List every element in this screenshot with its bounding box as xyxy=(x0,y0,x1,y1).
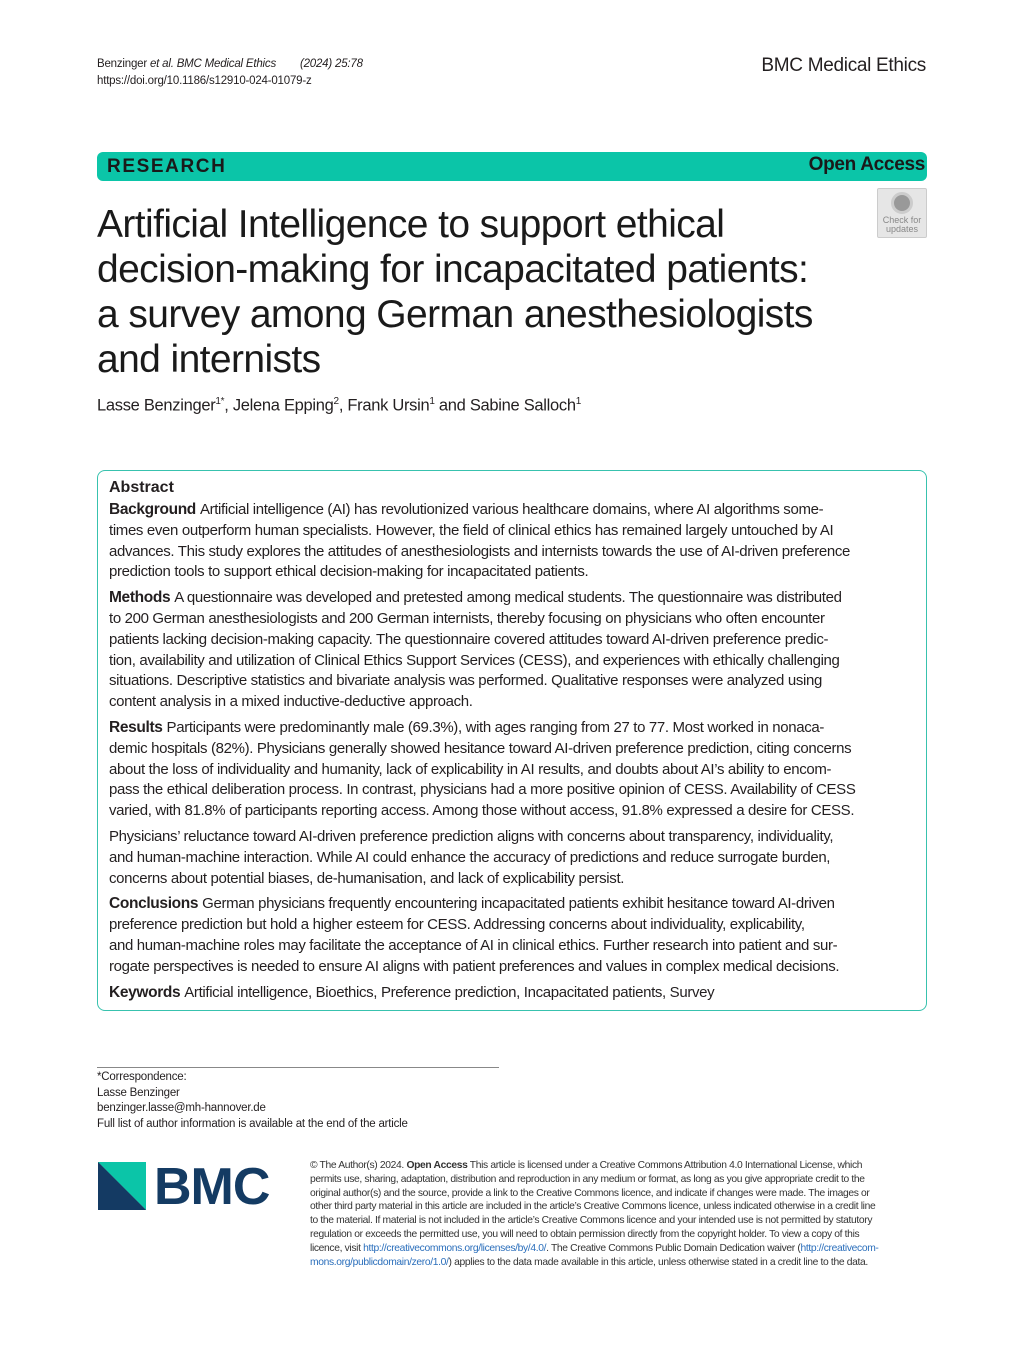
text-line: pass the ethical deliberation process. In contrast, physicians had a more positive opinion of CESS. Availability of CESS xyxy=(109,781,856,799)
text-line: tion, availability and utilization of Clinical Ethics Support Services (CESS), and experiences with ethically challenging xyxy=(109,651,840,669)
text-line: Keywords Artificial intelligence, Bioethics, Preference prediction, Incapacitated patients, Survey xyxy=(109,983,715,1001)
abstract-section xyxy=(109,500,915,583)
bmc-logo xyxy=(98,1160,288,1210)
license-line xyxy=(310,1173,879,1187)
author-affiliation: 1 xyxy=(429,396,435,407)
open-access-label: Open Access xyxy=(808,154,925,175)
section-label: Conclusions xyxy=(109,895,199,913)
license-line xyxy=(310,1159,879,1173)
license-line xyxy=(310,1200,879,1214)
license-text-run: This article is licensed under a Creative Commons Attribution 4.0 International License, which xyxy=(467,1160,863,1171)
abstract-section xyxy=(109,894,915,977)
license-line xyxy=(310,1228,879,1242)
running-header xyxy=(97,56,363,90)
section-label: Methods xyxy=(109,589,171,607)
abstract-section xyxy=(109,718,915,822)
author-name: Frank Ursin xyxy=(347,396,430,415)
text-line: and human-machine interaction. While AI could enhance the accuracy of predictions and reduce surrogate burden, xyxy=(109,848,831,866)
correspondence xyxy=(97,1067,499,1132)
text-line: Results Participants were predominantly male (69.3%), with ages ranging from 27 to 77. Most worked in nonaca- xyxy=(109,718,825,736)
article-type-band xyxy=(97,152,927,181)
license-text-run: . The Creative Commons Public Domain Dedication waiver ( xyxy=(546,1242,801,1254)
license-link[interactable]: http://creativecom- xyxy=(800,1242,879,1254)
text-line: concerns about potential biases, de-humanisation, and lack of explicability persist. xyxy=(109,869,625,887)
doi-link[interactable]: https://doi.org/10.1186/s12910-024-01079-z xyxy=(97,75,312,87)
text-line: varied, with 81.8% of participants reporting access. Among those without access, 91.8% expressed a desire for CESS. xyxy=(109,802,855,820)
abstract-section xyxy=(109,983,915,1004)
license-text-run: © The Author(s) 2024. xyxy=(310,1160,407,1171)
author-affiliation: 1 xyxy=(575,396,581,407)
check-updates-text: Check for xyxy=(882,215,922,225)
license-text-run: permits use, sharing, adaptation, distribution and reproduction in any medium or format, as long as you give appropriate credit to the xyxy=(310,1173,865,1185)
section-label: Keywords xyxy=(109,983,181,1001)
section-label: Results xyxy=(109,718,163,736)
text-line: advances. This study explores the attitudes of anesthesiologists and internists towards the use of AI-driven preference xyxy=(109,542,851,560)
license-link[interactable]: mons.org/publicdomain/zero/1.0/ xyxy=(310,1256,449,1268)
author-info-note: Full list of author information is available at the end of the article xyxy=(97,1117,408,1130)
open-access-bold: Open Access xyxy=(406,1160,468,1171)
license-line xyxy=(310,1214,879,1228)
check-for-updates-button[interactable] xyxy=(877,188,927,238)
text-line: situations. Descriptive statistics and bivariate analysis was performed. Qualitative responses were analyzed using xyxy=(109,672,822,690)
text-line: preference prediction but hold a higher esteem for CESS. Addressing concerns about individuality, explicability, xyxy=(109,916,805,934)
correspondence-name: Lasse Benzinger xyxy=(97,1086,180,1099)
text-line: Physicians’ reluctance toward AI-driven preference prediction aligns with concerns about transparency, individuality, xyxy=(109,827,834,845)
license-line xyxy=(310,1242,879,1256)
article-type: RESEARCH xyxy=(107,156,227,177)
text-line: demic hospitals (82%). Physicians generally showed hesitance toward AI-driven preference prediction, citing concerns xyxy=(109,739,852,757)
correspondence-label: *Correspondence: xyxy=(97,1071,187,1083)
author-name: Lasse Benzinger xyxy=(97,396,216,415)
author-affiliation: 1* xyxy=(215,396,225,407)
license-text-run: to the material. If material is not included in the article’s Creative Commons licence and your intended use is not permitted by statutory xyxy=(310,1215,873,1227)
author-name: Jelena Epping xyxy=(232,396,334,415)
title-line: a survey among German anesthesiologists xyxy=(97,293,813,336)
author-list: Lasse Benzinger$^{1*}$, Jelena Epping$^2$, Frank Ursin$^1$ and Sabine Salloch$^1$ xyxy=(97,396,581,415)
license-link[interactable]: http://creativecommons.org/licenses/by/4.0/ xyxy=(363,1242,547,1254)
text-line: and human-machine roles may facilitate the acceptance of AI in clinical ethics. Further research into patient and sur- xyxy=(109,936,838,954)
section-label: Background xyxy=(109,501,196,518)
text-line: Methods A questionnaire was developed and pretested among medical students. The questionnaire was distributed xyxy=(109,589,842,607)
correspondence-email[interactable]: benzinger.lasse@mh-hannover.de xyxy=(97,1102,266,1114)
header-author: Benzinger xyxy=(97,58,147,70)
author-name: Sabine Salloch xyxy=(469,396,576,415)
license-line xyxy=(310,1187,879,1201)
text-line: times even outperform human specialists. However, the field of clinical ethics has remained largely untouched by AI xyxy=(109,521,834,539)
license-text xyxy=(310,1159,879,1269)
journal-name: BMC Medical Ethics xyxy=(761,55,926,76)
article-title xyxy=(97,202,813,382)
text-line: prediction tools to support ethical decision-making for incapacitated patients. xyxy=(109,563,589,581)
author-affiliation: 2 xyxy=(333,396,339,407)
license-text-run: original author(s) and the source, provide a link to the Creative Commons licence, and indicate if changes were made. The images or xyxy=(310,1187,870,1199)
abstract-heading: Abstract xyxy=(109,479,174,496)
abstract-box xyxy=(97,470,927,1011)
header-volume: (2024) 25:78 xyxy=(299,58,363,70)
text-line: rogate perspectives is needed to ensure AI aligns with patient preferences and values in complex medical decisions. xyxy=(109,957,840,975)
text-line: about the loss of individuality and humanity, lack of explicability in AI results, and doubts about AI’s ability to encom- xyxy=(109,760,832,778)
abstract-section xyxy=(109,827,915,889)
abstract-section xyxy=(109,588,915,713)
license-line xyxy=(310,1256,879,1270)
title-line: decision-making for incapacitated patients: xyxy=(97,248,809,291)
text-line: to 200 German anesthesiologists and 200 German internists, thereby focusing on physicians who often encounter xyxy=(109,609,825,627)
text-line: Background Artificial intelligence (AI) has revolutionized various healthcare domains, where AI algorithms some- xyxy=(109,501,824,518)
text-line: Conclusions German physicians frequently encountering incapacitated patients exhibit hesitance toward AI-driven xyxy=(109,895,835,913)
license-text-run: licence, visit xyxy=(310,1242,364,1254)
bookmark-icon xyxy=(891,192,913,214)
license-text-run: regulation or exceeds the permitted use, you will need to obtain permission directly from the copyright holder. To view a copy of this xyxy=(310,1228,860,1240)
title-line: Artificial Intelligence to support ethical xyxy=(97,203,725,246)
text-line: patients lacking decision-making capacity. The questionnaire covered attitudes toward AI-driven preference predic- xyxy=(109,630,829,648)
text-line: content analysis in a mixed inductive-deductive approach. xyxy=(109,693,473,711)
license-text-run: ) applies to the data made available in this article, unless otherwise stated in a credit line to the data. xyxy=(448,1256,868,1268)
license-text-run: other third party material in this article are included in the article’s Creative Commons licence, unless indicated otherwise in a credit line xyxy=(310,1201,876,1213)
check-updates-text: updates xyxy=(885,224,919,234)
title-line: and internists xyxy=(97,338,321,381)
header-journal: et al. BMC Medical Ethics xyxy=(149,58,276,70)
bmc-logo-text: BMC xyxy=(154,1160,270,1210)
